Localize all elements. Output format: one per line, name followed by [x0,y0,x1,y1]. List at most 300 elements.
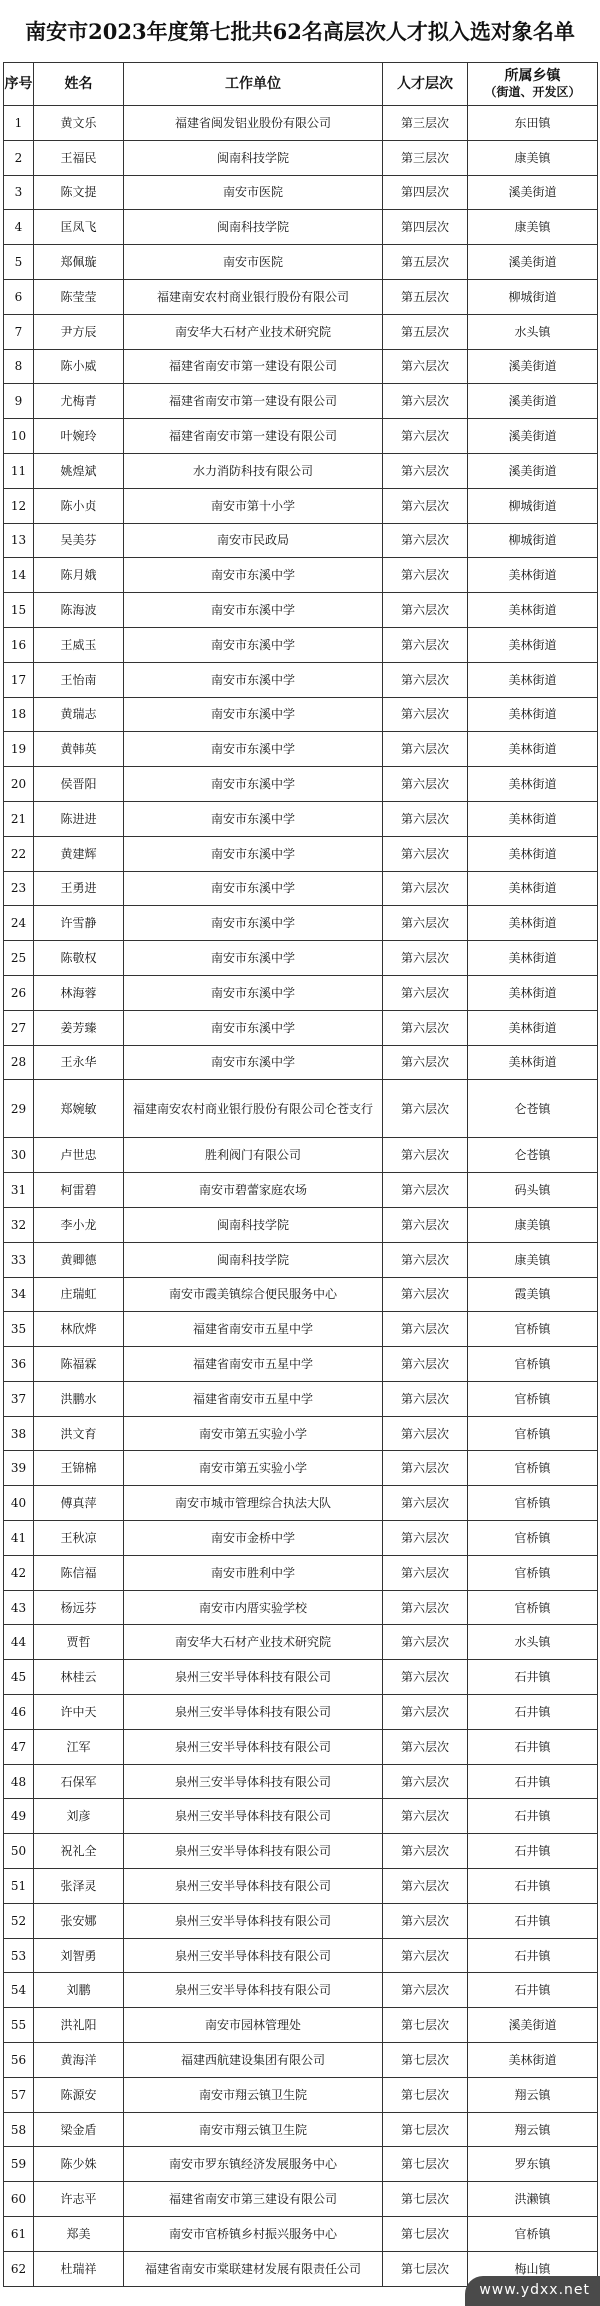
row-town: 东田镇 [468,106,598,141]
table-row [4,1138,598,1173]
row-unit: 福建省南安市五星中学 [124,1347,383,1382]
row-level: 第三层次 [383,140,468,175]
table-header-row [4,63,598,106]
row-unit: 南安市东溪中学 [124,767,383,802]
row-level: 第六层次 [383,1973,468,2008]
row-unit: 南安市内厝实验学校 [124,1590,383,1625]
row-level: 第六层次 [383,1080,468,1138]
row-name: 尹方辰 [34,314,124,349]
row-no: 26 [4,975,34,1010]
row-no: 54 [4,1973,34,2008]
table-row [4,1555,598,1590]
row-town: 柳城街道 [468,488,598,523]
row-name: 陈信福 [34,1555,124,1590]
row-no: 8 [4,349,34,384]
row-level: 第六层次 [383,593,468,628]
row-town: 梅山镇 [468,2251,598,2286]
row-name: 陈月娥 [34,558,124,593]
row-unit: 南安市东溪中学 [124,593,383,628]
row-no: 36 [4,1347,34,1382]
table-row [4,210,598,245]
row-town: 美林街道 [468,871,598,906]
row-unit: 泉州三安半导体科技有限公司 [124,1834,383,1869]
row-unit: 南安市第五实验小学 [124,1451,383,1486]
header-town [468,63,598,106]
row-no: 17 [4,662,34,697]
row-town: 柳城街道 [468,279,598,314]
table-row [4,1834,598,1869]
table-row [4,2217,598,2252]
row-town: 翔云镇 [468,2112,598,2147]
table-row [4,1521,598,1556]
row-no: 2 [4,140,34,175]
row-level: 第六层次 [383,523,468,558]
row-unit: 南安市东溪中学 [124,627,383,662]
table-row [4,419,598,454]
row-level: 第五层次 [383,245,468,280]
row-level: 第六层次 [383,1486,468,1521]
row-name: 许中天 [34,1695,124,1730]
row-no: 46 [4,1695,34,1730]
row-no: 21 [4,801,34,836]
row-unit: 南安市东溪中学 [124,941,383,976]
row-no: 48 [4,1764,34,1799]
row-name: 黄卿德 [34,1242,124,1277]
row-unit: 南安市东溪中学 [124,906,383,941]
row-town: 康美镇 [468,1207,598,1242]
row-no: 10 [4,419,34,454]
row-unit: 泉州三安半导体科技有限公司 [124,1903,383,1938]
table-row [4,453,598,488]
row-level: 第六层次 [383,419,468,454]
row-town: 官桥镇 [468,1555,598,1590]
row-level: 第七层次 [383,2077,468,2112]
row-unit: 泉州三安半导体科技有限公司 [124,1764,383,1799]
row-unit: 南安市东溪中学 [124,1045,383,1080]
row-name: 王怡南 [34,662,124,697]
row-level: 第六层次 [383,1045,468,1080]
row-no: 51 [4,1869,34,1904]
row-unit: 泉州三安半导体科技有限公司 [124,1660,383,1695]
row-unit: 闽南科技学院 [124,210,383,245]
page-title: 南安市2023年度第七批共62名高层次人才拟入选对象名单 [25,19,575,44]
row-name: 贾哲 [34,1625,124,1660]
row-level: 第七层次 [383,2251,468,2286]
row-level: 第六层次 [383,453,468,488]
row-town: 溪美街道 [468,384,598,419]
row-level: 第六层次 [383,767,468,802]
row-name: 陈海波 [34,593,124,628]
row-level: 第七层次 [383,2112,468,2147]
table-row [4,1764,598,1799]
row-unit: 南安市罗东镇经济发展服务中心 [124,2147,383,2182]
row-no: 61 [4,2217,34,2252]
row-name: 林欣烨 [34,1312,124,1347]
row-level: 第四层次 [383,210,468,245]
row-level: 第六层次 [383,1625,468,1660]
row-name: 洪鹏水 [34,1381,124,1416]
row-town: 溪美街道 [468,175,598,210]
table-row [4,1347,598,1382]
table-row [4,767,598,802]
row-town: 官桥镇 [468,1381,598,1416]
row-level: 第六层次 [383,1277,468,1312]
row-unit: 南安市东溪中学 [124,732,383,767]
row-level: 第六层次 [383,801,468,836]
row-unit: 南安市东溪中学 [124,801,383,836]
row-town: 美林街道 [468,1010,598,1045]
row-level: 第七层次 [383,2043,468,2078]
row-name: 刘智勇 [34,1938,124,1973]
table-row [4,2008,598,2043]
row-name: 林海蓉 [34,975,124,1010]
row-no: 1 [4,106,34,141]
row-unit: 闽南科技学院 [124,1242,383,1277]
row-town: 美林街道 [468,975,598,1010]
table-row [4,906,598,941]
row-unit: 福建南安农村商业银行股份有限公司 [124,279,383,314]
table-row [4,1938,598,1973]
row-town: 仑苍镇 [468,1138,598,1173]
row-no: 7 [4,314,34,349]
row-unit: 闽南科技学院 [124,140,383,175]
row-town: 溪美街道 [468,453,598,488]
row-no: 52 [4,1903,34,1938]
row-unit: 南安市第十小学 [124,488,383,523]
row-level: 第六层次 [383,871,468,906]
header-no: 序号 [4,63,34,106]
row-name: 黄韩英 [34,732,124,767]
row-no: 14 [4,558,34,593]
row-name: 姜芳臻 [34,1010,124,1045]
row-unit: 福建省南安市第三建设有限公司 [124,2182,383,2217]
row-unit: 泉州三安半导体科技有限公司 [124,1799,383,1834]
row-unit: 南安市医院 [124,175,383,210]
row-town: 石井镇 [468,1729,598,1764]
row-unit: 泉州三安半导体科技有限公司 [124,1938,383,1973]
table-row [4,1869,598,1904]
row-town: 美林街道 [468,558,598,593]
row-name: 叶婉玲 [34,419,124,454]
row-town: 溪美街道 [468,349,598,384]
row-unit: 南安华大石材产业技术研究院 [124,314,383,349]
row-town: 美林街道 [468,941,598,976]
row-no: 31 [4,1173,34,1208]
row-name: 洪文育 [34,1416,124,1451]
table-row [4,1416,598,1451]
table-row [4,1045,598,1080]
table-row [4,2112,598,2147]
table-row [4,1381,598,1416]
row-name: 傅真萍 [34,1486,124,1521]
row-town: 康美镇 [468,140,598,175]
row-unit: 福建省南安市第一建设有限公司 [124,349,383,384]
row-town: 美林街道 [468,767,598,802]
row-no: 43 [4,1590,34,1625]
row-name: 刘彦 [34,1799,124,1834]
row-town: 官桥镇 [468,1521,598,1556]
row-level: 第六层次 [383,1695,468,1730]
row-town: 石井镇 [468,1973,598,2008]
row-unit: 南安市园林管理处 [124,2008,383,2043]
row-no: 60 [4,2182,34,2217]
row-no: 58 [4,2112,34,2147]
row-name: 王永华 [34,1045,124,1080]
row-no: 42 [4,1555,34,1590]
row-name: 陈进进 [34,801,124,836]
row-name: 杜瑞祥 [34,2251,124,2286]
row-level: 第六层次 [383,1834,468,1869]
table-row [4,732,598,767]
row-unit: 南安市东溪中学 [124,871,383,906]
row-no: 25 [4,941,34,976]
table-row [4,1729,598,1764]
row-no: 40 [4,1486,34,1521]
row-name: 张安娜 [34,1903,124,1938]
row-name: 陈小贞 [34,488,124,523]
table-row [4,697,598,732]
row-no: 23 [4,871,34,906]
row-level: 第六层次 [383,488,468,523]
row-level: 第六层次 [383,349,468,384]
table-row [4,1590,598,1625]
table-row [4,2043,598,2078]
row-no: 33 [4,1242,34,1277]
table-row [4,106,598,141]
row-unit: 福建南安农村商业银行股份有限公司仑苍支行 [124,1080,383,1138]
row-level: 第六层次 [383,1590,468,1625]
table-row [4,593,598,628]
row-unit: 福建省南安市棠联建材发展有限责任公司 [124,2251,383,2286]
row-town: 石井镇 [468,1834,598,1869]
table-row [4,2077,598,2112]
row-level: 第六层次 [383,1347,468,1382]
table-row [4,2182,598,2217]
row-no: 24 [4,906,34,941]
row-no: 13 [4,523,34,558]
row-unit: 福建省南安市五星中学 [124,1312,383,1347]
row-level: 第六层次 [383,906,468,941]
row-level: 第六层次 [383,627,468,662]
row-name: 李小龙 [34,1207,124,1242]
row-no: 12 [4,488,34,523]
row-town: 美林街道 [468,906,598,941]
table-row [4,1486,598,1521]
row-no: 56 [4,2043,34,2078]
table-row [4,1173,598,1208]
row-town: 官桥镇 [468,1451,598,1486]
table-row [4,1010,598,1045]
row-name: 柯雷碧 [34,1173,124,1208]
row-name: 王秋凉 [34,1521,124,1556]
table-row [4,314,598,349]
table-row [4,1207,598,1242]
row-no: 49 [4,1799,34,1834]
row-name: 梁金盾 [34,2112,124,2147]
table-row [4,1625,598,1660]
row-no: 62 [4,2251,34,2286]
row-level: 第六层次 [383,662,468,697]
row-town: 石井镇 [468,1869,598,1904]
row-unit: 南安市东溪中学 [124,558,383,593]
row-name: 黄海洋 [34,2043,124,2078]
row-town: 石井镇 [468,1799,598,1834]
row-town: 柳城街道 [468,523,598,558]
row-no: 55 [4,2008,34,2043]
row-unit: 南安市碧蕾家庭农场 [124,1173,383,1208]
row-unit: 水力消防科技有限公司 [124,453,383,488]
row-level: 第六层次 [383,1207,468,1242]
table-row [4,1312,598,1347]
table-body [4,106,598,2287]
row-no: 53 [4,1938,34,1973]
row-town: 官桥镇 [468,1347,598,1382]
row-level: 第六层次 [383,1903,468,1938]
row-name: 王福民 [34,140,124,175]
row-level: 第六层次 [383,1764,468,1799]
row-level: 第六层次 [383,1799,468,1834]
row-town: 水头镇 [468,1625,598,1660]
row-no: 50 [4,1834,34,1869]
row-name: 杨远芬 [34,1590,124,1625]
row-unit: 南安市城市管理综合执法大队 [124,1486,383,1521]
row-unit: 南安市东溪中学 [124,697,383,732]
row-town: 仑苍镇 [468,1080,598,1138]
row-level: 第六层次 [383,1521,468,1556]
row-no: 35 [4,1312,34,1347]
row-unit: 南安市霞美镇综合便民服务中心 [124,1277,383,1312]
row-unit: 泉州三安半导体科技有限公司 [124,1695,383,1730]
row-no: 5 [4,245,34,280]
row-unit: 南安市翔云镇卫生院 [124,2112,383,2147]
table-row [4,1080,598,1138]
row-unit: 闽南科技学院 [124,1207,383,1242]
table-row [4,941,598,976]
table-row [4,384,598,419]
row-town: 石井镇 [468,1660,598,1695]
row-no: 38 [4,1416,34,1451]
row-no: 28 [4,1045,34,1080]
row-level: 第六层次 [383,1242,468,1277]
row-level: 第六层次 [383,384,468,419]
row-town: 官桥镇 [468,1590,598,1625]
row-town: 美林街道 [468,697,598,732]
row-level: 第六层次 [383,1555,468,1590]
row-name: 王威玉 [34,627,124,662]
row-name: 吴美芬 [34,523,124,558]
row-town: 美林街道 [468,593,598,628]
row-unit: 福建西航建设集团有限公司 [124,2043,383,2078]
row-name: 黄文乐 [34,106,124,141]
row-town: 翔云镇 [468,2077,598,2112]
header-town-label: 所属乡镇 [504,68,561,84]
row-unit: 南安市东溪中学 [124,662,383,697]
row-name: 陈文提 [34,175,124,210]
table-row [4,836,598,871]
row-name: 侯晋阳 [34,767,124,802]
row-name: 洪礼阳 [34,2008,124,2043]
row-unit: 福建省闽发铝业股份有限公司 [124,106,383,141]
row-level: 第七层次 [383,2217,468,2252]
header-name: 姓名 [34,63,124,106]
row-level: 第六层次 [383,1010,468,1045]
row-town: 石井镇 [468,1764,598,1799]
row-name: 刘鹏 [34,1973,124,2008]
row-town: 石井镇 [468,1903,598,1938]
row-level: 第七层次 [383,2182,468,2217]
table-row [4,975,598,1010]
row-no: 3 [4,175,34,210]
row-level: 第六层次 [383,1381,468,1416]
row-no: 18 [4,697,34,732]
table-row [4,245,598,280]
row-town: 美林街道 [468,2043,598,2078]
row-town: 溪美街道 [468,2008,598,2043]
row-no: 27 [4,1010,34,1045]
row-level: 第六层次 [383,697,468,732]
row-level: 第五层次 [383,279,468,314]
row-town: 美林街道 [468,1045,598,1080]
watermark-text: www.ydxx.net [465,2276,600,2306]
table-row [4,1799,598,1834]
table-row [4,2147,598,2182]
row-name: 陈小威 [34,349,124,384]
row-name: 江军 [34,1729,124,1764]
row-name: 王勇进 [34,871,124,906]
row-town: 官桥镇 [468,1312,598,1347]
row-name: 祝礼全 [34,1834,124,1869]
row-town: 官桥镇 [468,2217,598,2252]
row-level: 第六层次 [383,1660,468,1695]
header-unit: 工作单位 [124,63,383,106]
row-unit: 南安市官桥镇乡村振兴服务中心 [124,2217,383,2252]
row-town: 美林街道 [468,801,598,836]
row-unit: 南安市医院 [124,245,383,280]
table-row [4,349,598,384]
row-level: 第六层次 [383,1451,468,1486]
table-row [4,1973,598,2008]
row-name: 黄建辉 [34,836,124,871]
row-level: 第六层次 [383,1729,468,1764]
row-no: 41 [4,1521,34,1556]
row-level: 第六层次 [383,1138,468,1173]
row-name: 郑婉敏 [34,1080,124,1138]
row-name: 卢世忠 [34,1138,124,1173]
row-town: 美林街道 [468,836,598,871]
row-town: 康美镇 [468,210,598,245]
row-no: 30 [4,1138,34,1173]
row-level: 第三层次 [383,106,468,141]
row-town: 水头镇 [468,314,598,349]
row-name: 王锦棉 [34,1451,124,1486]
row-no: 19 [4,732,34,767]
row-no: 11 [4,453,34,488]
row-no: 39 [4,1451,34,1486]
row-level: 第六层次 [383,1938,468,1973]
row-name: 林桂云 [34,1660,124,1695]
row-no: 22 [4,836,34,871]
row-unit: 南安市翔云镇卫生院 [124,2077,383,2112]
table-row [4,1242,598,1277]
row-no: 29 [4,1080,34,1138]
row-no: 32 [4,1207,34,1242]
table-row [4,175,598,210]
table-row [4,279,598,314]
row-name: 陈源安 [34,2077,124,2112]
row-no: 47 [4,1729,34,1764]
row-unit: 福建省南安市第一建设有限公司 [124,419,383,454]
row-town: 官桥镇 [468,1486,598,1521]
